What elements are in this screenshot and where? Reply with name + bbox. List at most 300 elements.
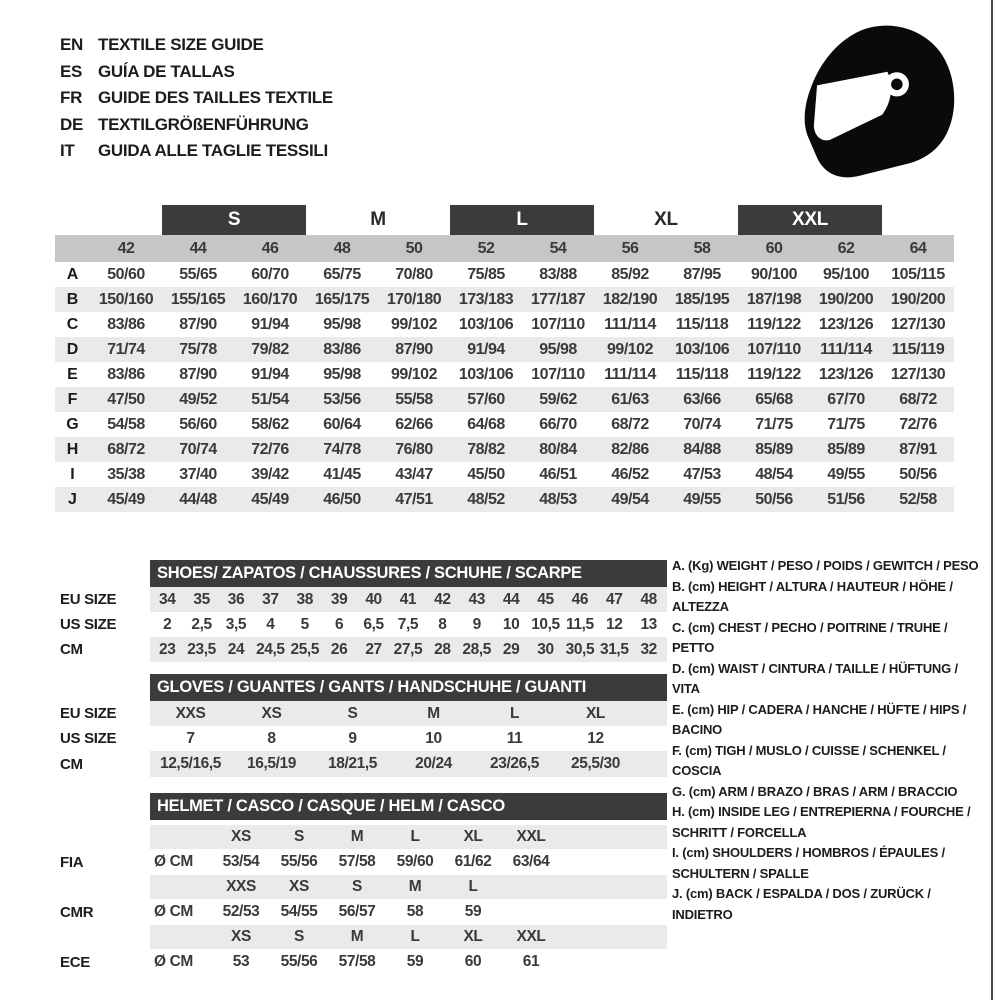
table-row-b — [55, 287, 954, 312]
measurement-value: 107/110 — [531, 365, 585, 383]
size-value: 10 — [502, 615, 520, 633]
row-letter: G — [66, 415, 79, 433]
measurement-value: 75/85 — [467, 265, 505, 283]
size-value: 10,5 — [531, 615, 560, 633]
helmet-size-label: L — [410, 828, 420, 845]
size-value: 35 — [193, 590, 210, 608]
spacer — [55, 674, 150, 701]
measurement-value: 62/66 — [395, 415, 433, 433]
helmet-icon — [795, 20, 963, 178]
size-value: 30,5 — [565, 640, 595, 658]
size-value: 45 — [537, 590, 554, 608]
row-letter: B — [66, 290, 79, 308]
measurement-value: 177/187 — [530, 290, 586, 308]
legend-item: B. (cm) HEIGHT / ALTURA / HAUTEUR / HÖHE / ALTEZZA — [672, 578, 953, 614]
measurement-value: 44/48 — [179, 490, 217, 508]
size-value: 23/26,5 — [490, 755, 539, 772]
size-row-us-size — [55, 726, 675, 751]
diameter-unit-label: Ø CM — [154, 953, 193, 970]
measurement-value: 46/52 — [611, 465, 649, 483]
measurement-value: 85/89 — [755, 440, 793, 458]
legend-item: H. (cm) INSIDE LEG / ENTREPIERNA / FOURCHE / SCHRITT / FORCELLA — [672, 804, 971, 840]
helmet-size-label: XL — [463, 928, 483, 945]
table-row-i — [55, 462, 954, 487]
size-value: 10 — [425, 729, 442, 747]
helmet-size-value: 59 — [406, 953, 424, 970]
row-label: US SIZE — [60, 616, 117, 633]
row-letter: A — [66, 265, 79, 283]
measurement-value: 123/126 — [818, 315, 874, 333]
size-column-header: 58 — [693, 239, 711, 257]
measurement-value: 70/80 — [395, 265, 433, 283]
table-row-c — [55, 312, 954, 337]
measurement-value: 68/72 — [899, 390, 937, 408]
helmet-size-value: 59 — [464, 903, 482, 920]
size-value: M — [427, 704, 440, 722]
measurement-value: 115/118 — [675, 315, 729, 333]
language-code: EN — [60, 35, 84, 55]
size-value: 13 — [640, 615, 657, 633]
measurement-value: 68/72 — [611, 415, 649, 433]
helmet-size-value: 53 — [232, 953, 250, 970]
measurement-value: 95/98 — [323, 365, 361, 383]
size-value: 25,5 — [290, 640, 320, 658]
helmet-size-label: M — [350, 828, 364, 845]
measurement-value: 63/66 — [683, 390, 721, 408]
measurement-value: 182/190 — [602, 290, 658, 308]
measurement-value: 47/53 — [683, 465, 721, 483]
spacer — [55, 825, 150, 849]
size-value: 25,5/30 — [571, 755, 620, 772]
measurement-value: 71/75 — [755, 415, 793, 433]
size-value: 2,5 — [191, 615, 212, 633]
measurement-value: 47/50 — [107, 390, 145, 408]
measurement-value: 155/165 — [170, 290, 226, 308]
measurement-legend — [672, 556, 987, 925]
size-value: 38 — [296, 590, 313, 608]
measurement-value: 111/114 — [604, 315, 656, 333]
measurement-value: 119/122 — [747, 315, 801, 333]
measurement-value: 46/51 — [539, 465, 577, 483]
measurement-value: 60/70 — [251, 265, 289, 283]
spacer — [55, 875, 150, 899]
helmet-size-value: 58 — [406, 903, 424, 920]
row-letter: C — [66, 315, 79, 333]
diameter-unit-label: Ø CM — [154, 903, 193, 920]
legend-item: C. (cm) CHEST / PECHO / POITRINE / TRUHE / PETTO — [672, 619, 948, 655]
size-value: 8 — [267, 729, 276, 747]
measurement-value: 51/56 — [827, 490, 865, 508]
size-value: 20/24 — [415, 755, 452, 772]
size-value: 9 — [348, 729, 357, 747]
language-title: TEXTILGRÖßENFÜHRUNG — [98, 114, 309, 134]
row-values — [150, 637, 667, 662]
size-row-us-size — [55, 612, 675, 637]
row-values — [150, 701, 667, 726]
size-column-header: 52 — [477, 239, 495, 257]
helmet-size-label: XL — [463, 828, 483, 845]
legend-item: F. (cm) TIGH / MUSLO / CUISSE / SCHENKEL / COSCIA — [672, 742, 946, 778]
measurement-value: 72/76 — [899, 415, 937, 433]
helmet-size-value: 52/53 — [222, 903, 260, 920]
measurement-value: 52/58 — [899, 490, 937, 508]
measurement-value: 65/68 — [755, 390, 793, 408]
size-value: 28 — [434, 640, 451, 658]
measurement-value: 190/200 — [890, 290, 946, 308]
size-value: XXS — [175, 704, 206, 722]
size-value: S — [347, 704, 358, 722]
size-value: 12,5/16,5 — [159, 755, 222, 772]
measurement-value: 187/198 — [746, 290, 802, 308]
size-value: 46 — [571, 590, 589, 608]
helmet-size-value: 57/58 — [338, 953, 376, 970]
measurement-value: 190/200 — [818, 290, 874, 308]
size-value: 5 — [300, 615, 309, 633]
helmet-rows — [55, 825, 675, 975]
measurement-value: 111/114 — [604, 365, 656, 383]
size-value: 44 — [502, 590, 520, 608]
helmet-sizes-cmr — [55, 875, 675, 899]
size-value: 6,5 — [363, 615, 384, 633]
size-value: 48 — [640, 590, 657, 608]
helmet-size-label: S — [294, 928, 304, 945]
size-value: L — [509, 704, 520, 722]
language-code: IT — [60, 141, 75, 161]
measurement-value: 105/115 — [891, 265, 945, 283]
helmet-size-label: M — [408, 878, 422, 895]
measurement-value: 87/91 — [899, 440, 937, 458]
helmet-values-ece — [55, 949, 675, 975]
size-value: 27 — [365, 640, 382, 658]
row-letter: J — [68, 490, 77, 508]
measurement-value: 185/195 — [674, 290, 730, 308]
page-edge-line — [991, 0, 993, 1000]
measurement-value: 90/100 — [751, 265, 797, 283]
size-column-header: 48 — [333, 239, 351, 257]
shoes-rows — [55, 587, 675, 662]
language-row — [60, 138, 333, 165]
size-group-l: L — [450, 205, 594, 235]
measurement-value: 60/64 — [323, 415, 361, 433]
measurement-value: 173/183 — [458, 290, 514, 308]
size-group-m: M — [370, 209, 386, 230]
helmet-size-label: L — [410, 928, 420, 945]
size-value: 12 — [587, 729, 604, 747]
measurement-value: 58/62 — [251, 415, 289, 433]
size-number-header-row — [55, 235, 954, 262]
measurement-value: 50/56 — [899, 465, 937, 483]
size-column-header: 44 — [189, 239, 207, 257]
measurement-value: 46/50 — [323, 490, 361, 508]
measurement-value: 45/49 — [251, 490, 289, 508]
helmet-size-label: L — [468, 878, 478, 895]
measurement-value: 115/119 — [891, 340, 945, 358]
row-letter: H — [66, 440, 79, 458]
measurement-value: 95/98 — [323, 315, 361, 333]
helmet-values — [150, 849, 667, 875]
helmet-size-label: XXL — [516, 828, 546, 845]
row-letter: I — [70, 465, 75, 483]
helmet-size-label: XXS — [226, 878, 256, 895]
size-column-header: 54 — [549, 239, 567, 257]
measurement-value: 83/86 — [107, 365, 145, 383]
size-row-cm — [55, 751, 675, 777]
measurement-value: 76/80 — [395, 440, 433, 458]
measurement-value: 103/106 — [458, 315, 514, 333]
size-value: 36 — [227, 590, 245, 608]
table-row-e — [55, 362, 954, 387]
measurement-value: 70/74 — [683, 415, 721, 433]
measurement-value: 127/130 — [890, 365, 946, 383]
size-group-xl: XL — [654, 209, 678, 230]
language-title: TEXTILE SIZE GUIDE — [98, 35, 264, 55]
language-row — [60, 32, 333, 59]
language-title: GUIDA ALLE TAGLIE TESSILI — [98, 141, 328, 161]
size-column-header: 62 — [837, 239, 855, 257]
measurement-value: 48/52 — [467, 490, 505, 508]
size-column-header: 46 — [261, 239, 279, 257]
measurement-value: 85/89 — [827, 440, 865, 458]
measurement-value: 83/86 — [107, 315, 145, 333]
table-row-d — [55, 337, 954, 362]
measurement-value: 78/82 — [467, 440, 505, 458]
measurement-value: 48/53 — [539, 490, 577, 508]
measurement-value: 150/160 — [98, 290, 154, 308]
measurement-value: 95/100 — [823, 265, 869, 283]
size-value: 4 — [266, 615, 275, 633]
shoes-table — [55, 560, 675, 662]
row-values — [150, 587, 667, 612]
helmet-size-label: XS — [231, 828, 251, 845]
helmet-size-value: 56/57 — [338, 903, 376, 920]
measurement-value: 74/78 — [323, 440, 361, 458]
size-value: 3,5 — [225, 615, 247, 633]
measurement-value: 66/70 — [539, 415, 577, 433]
size-value: 30 — [537, 640, 554, 658]
helmet-size-value: 53/54 — [222, 853, 260, 870]
size-value: 41 — [399, 590, 417, 608]
helmet-size-label: S — [352, 878, 362, 895]
size-value: 31,5 — [599, 640, 629, 658]
size-row-eu-size — [55, 587, 675, 612]
measurement-value: 68/72 — [107, 440, 145, 458]
helmet-size-value: 54/55 — [280, 903, 318, 920]
language-code: FR — [60, 88, 83, 108]
row-values — [150, 726, 667, 751]
measurement-value: 51/54 — [251, 390, 289, 408]
measurement-value: 119/122 — [747, 365, 801, 383]
measurement-value: 45/49 — [107, 490, 145, 508]
spacer — [55, 793, 150, 820]
spacer — [55, 560, 150, 587]
size-value: 16,5/19 — [247, 755, 296, 772]
measurement-value: 87/90 — [179, 365, 217, 383]
size-value: 24,5 — [256, 640, 285, 658]
measurement-value: 107/110 — [747, 340, 801, 358]
language-title-list — [60, 32, 333, 165]
helmet-values-fia — [55, 849, 675, 875]
size-value: 23,5 — [187, 640, 216, 658]
row-letter: E — [67, 365, 78, 383]
measurement-value: 65/75 — [323, 265, 361, 283]
measurement-value: 91/94 — [251, 315, 289, 333]
helmet-size-value: 63/64 — [512, 853, 550, 870]
row-values — [150, 751, 667, 777]
language-row — [60, 112, 333, 139]
size-value: 12 — [606, 615, 623, 633]
size-column-header: 42 — [117, 239, 135, 257]
measurement-value: 80/84 — [539, 440, 577, 458]
table-row-j — [55, 487, 954, 512]
measurement-value: 57/60 — [467, 390, 505, 408]
measurement-value: 71/74 — [107, 340, 145, 358]
measurement-value: 165/175 — [314, 290, 370, 308]
size-value: 29 — [502, 640, 520, 658]
measurement-value: 123/126 — [818, 365, 874, 383]
measurement-value: 35/38 — [107, 465, 145, 483]
measurement-value: 107/110 — [531, 315, 585, 333]
size-value: 11,5 — [566, 615, 594, 633]
standard-label: ECE — [60, 953, 90, 971]
measurement-value: 99/102 — [391, 365, 437, 383]
size-value: 32 — [640, 640, 657, 658]
helmet-size-headers — [150, 825, 667, 849]
legend-item: G. (cm) ARM / BRAZO / BRAS / ARM / BRACCIO — [672, 783, 958, 799]
measurement-value: 95/98 — [539, 340, 577, 358]
measurement-value: 115/118 — [675, 365, 729, 383]
measurement-value: 84/88 — [683, 440, 721, 458]
size-value: 23 — [158, 640, 176, 658]
standard-label: CMR — [60, 903, 94, 921]
measurement-value: 50/56 — [755, 490, 793, 508]
measurement-value: 45/50 — [467, 465, 505, 483]
measurement-value: 87/90 — [395, 340, 433, 358]
size-value: 7,5 — [397, 615, 419, 633]
measurement-value: 82/86 — [611, 440, 649, 458]
helmet-size-label: M — [350, 928, 364, 945]
measurement-value: 67/70 — [827, 390, 865, 408]
measurement-value: 70/74 — [179, 440, 217, 458]
size-value: 47 — [606, 590, 623, 608]
measurement-value: 91/94 — [467, 340, 505, 358]
size-value: XS — [261, 704, 282, 722]
size-value: 37 — [262, 590, 279, 608]
helmet-size-value: 61/62 — [454, 853, 492, 870]
measurement-value: 56/60 — [179, 415, 217, 433]
measurement-value: 49/54 — [611, 490, 649, 508]
helmet-table-title: HELMET / CASCO / CASQUE / HELM / CASCO — [150, 793, 667, 820]
row-label: EU SIZE — [60, 591, 117, 608]
size-value: 42 — [434, 590, 451, 608]
size-column-header: 60 — [765, 239, 783, 257]
size-group-s: S — [162, 205, 306, 235]
measurement-value: 127/130 — [890, 315, 946, 333]
measurement-rows — [55, 262, 954, 512]
helmet-values — [150, 949, 667, 975]
helmet-size-label: XS — [231, 928, 251, 945]
size-value: 43 — [468, 590, 485, 608]
measurement-value: 49/52 — [179, 390, 217, 408]
size-group-xxl: XXL — [738, 205, 882, 235]
size-value: 28,5 — [462, 640, 491, 658]
helmet-table — [55, 793, 675, 975]
helmet-size-value: 55/56 — [280, 853, 318, 870]
measurement-value: 61/63 — [611, 390, 649, 408]
helmet-values-cmr — [55, 899, 675, 925]
measurement-value: 49/55 — [683, 490, 721, 508]
measurement-value: 53/56 — [323, 390, 361, 408]
table-row-h — [55, 437, 954, 462]
gloves-table-title: GLOVES / GUANTES / GANTS / HANDSCHUHE / GUANTI — [150, 674, 667, 701]
measurement-value: 55/65 — [179, 265, 217, 283]
size-value: 18/21,5 — [328, 755, 377, 772]
row-letter: F — [67, 390, 78, 408]
measurement-value: 170/180 — [386, 290, 442, 308]
size-group-header-row — [55, 205, 954, 235]
gloves-table — [55, 674, 675, 777]
legend-item: E. (cm) HIP / CADERA / HANCHE / HÜFTE / HIPS / BACINO — [672, 701, 967, 737]
size-value: 27,5 — [393, 640, 423, 658]
language-title: GUÍA DE TALLAS — [98, 61, 235, 81]
helmet-size-label: XXL — [516, 928, 546, 945]
measurement-value: 41/45 — [323, 465, 361, 483]
table-row-g — [55, 412, 954, 437]
size-value: 8 — [438, 615, 447, 633]
helmet-size-label: S — [294, 828, 304, 845]
language-row — [60, 59, 333, 86]
measurement-value: 37/40 — [179, 465, 217, 483]
legend-item: D. (cm) WAIST / CINTURA / TAILLE / HÜFTUNG / VITA — [672, 660, 958, 696]
legend-item: A. (Kg) WEIGHT / PESO / POIDS / GEWITCH / PESO — [672, 558, 979, 573]
size-row-cm — [55, 637, 675, 662]
legend-item: J. (cm) BACK / ESPALDA / DOS / ZURÜCK / INDIETRO — [672, 886, 931, 922]
measurement-value: 103/106 — [458, 365, 514, 383]
measurement-value: 87/90 — [179, 315, 217, 333]
measurement-value: 54/58 — [107, 415, 145, 433]
language-code: ES — [60, 61, 83, 81]
measurement-value: 79/82 — [251, 340, 289, 358]
measurement-value: 160/170 — [242, 290, 298, 308]
size-value: 6 — [335, 615, 344, 633]
measurement-value: 83/88 — [539, 265, 577, 283]
measurement-value: 47/51 — [395, 490, 433, 508]
measurement-value: 55/58 — [395, 390, 433, 408]
textile-size-table — [55, 205, 954, 512]
helmet-size-value: 59/60 — [396, 853, 434, 870]
size-value: 24 — [227, 640, 245, 658]
measurement-value: 75/78 — [179, 340, 217, 358]
row-values — [150, 612, 667, 637]
measurement-value: 43/47 — [395, 465, 433, 483]
measurement-value: 99/102 — [607, 340, 653, 358]
helmet-size-value: 60 — [464, 953, 482, 970]
size-row-eu-size — [55, 701, 675, 726]
size-value: 26 — [330, 640, 348, 658]
language-title: GUIDE DES TAILLES TEXTILE — [98, 88, 333, 108]
row-label: EU SIZE — [60, 705, 117, 722]
measurement-value: 111/114 — [820, 340, 872, 358]
size-column-header: 56 — [621, 239, 639, 257]
size-value: XL — [585, 704, 605, 722]
helmet-values — [150, 899, 667, 925]
measurement-value: 87/95 — [683, 265, 721, 283]
row-label: CM — [60, 641, 83, 658]
spacer — [55, 925, 150, 949]
size-value: 2 — [163, 615, 172, 633]
table-row-a — [55, 262, 954, 287]
language-code: DE — [60, 114, 84, 134]
row-label: US SIZE — [60, 730, 117, 747]
